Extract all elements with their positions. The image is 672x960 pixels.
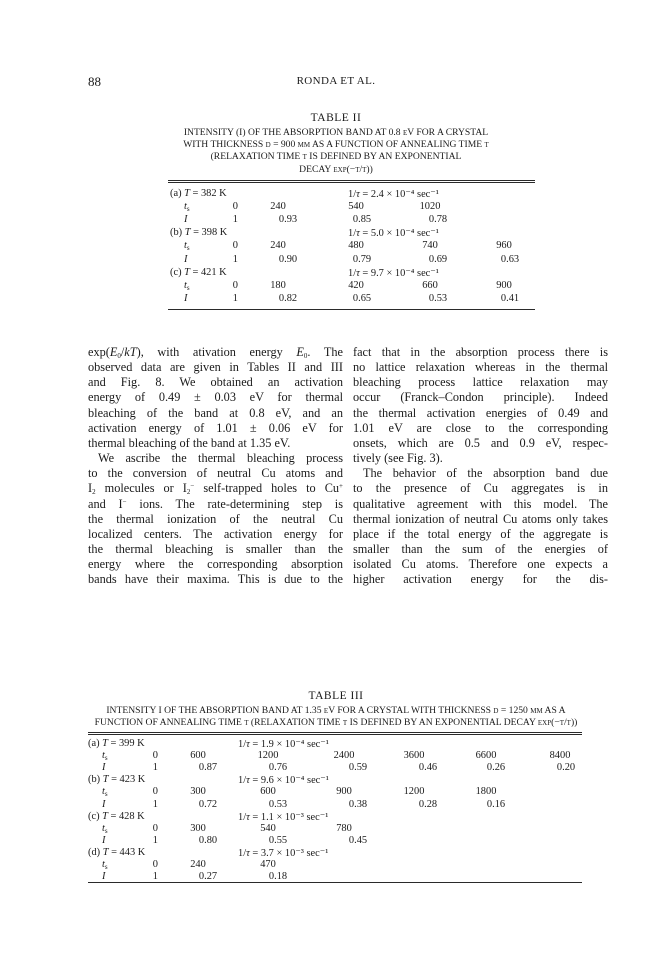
table-cell: 0.65 bbox=[352, 292, 372, 304]
table-cell: 0.85 bbox=[352, 214, 372, 226]
table-cell: 0.38 bbox=[348, 798, 368, 810]
table2-title: TABLE II bbox=[310, 112, 362, 124]
row-label: (c) T = 428 K bbox=[88, 810, 145, 822]
table-cell: 900 bbox=[496, 279, 512, 291]
table-cell: 1/τ = 9.7 × 10⁻⁴ sec⁻¹ bbox=[348, 267, 439, 279]
table-cell: 0 bbox=[152, 859, 158, 870]
body-text-line: thermal ionization of neutral Cu atoms only takes bbox=[353, 511, 608, 526]
table-cell: 0 bbox=[232, 201, 238, 213]
row-label: $t_s$ bbox=[184, 201, 190, 214]
row-label: $t_s$ bbox=[184, 279, 190, 292]
table-cell: 6600 bbox=[475, 750, 497, 762]
table-cell: 0.45 bbox=[348, 834, 368, 846]
row-label: $t_s$ bbox=[184, 240, 190, 253]
table2-top-rule bbox=[168, 180, 535, 181]
table-cell: 0.76 bbox=[268, 762, 288, 774]
table3-top-rule bbox=[88, 732, 582, 733]
row-label: I bbox=[102, 871, 106, 883]
body-text-line: energy of 0.49 ± 0.03 eV for thermal bbox=[88, 390, 343, 405]
table-cell: 1200 bbox=[403, 786, 425, 798]
table-cell: 1 bbox=[152, 762, 158, 774]
table-cell: 0.41 bbox=[500, 292, 520, 304]
table-cell: 0.69 bbox=[428, 253, 448, 265]
body-text-line: the thermal ionization of the neutral Cu bbox=[88, 511, 343, 526]
table-cell: 0.90 bbox=[278, 253, 298, 265]
body-text-line: to the presence of Cu aggregates is in bbox=[353, 481, 608, 496]
table-cell: 1 bbox=[152, 834, 158, 846]
table-cell: 2400 bbox=[333, 750, 355, 762]
table-cell: 0.93 bbox=[278, 214, 298, 226]
table2-caption-line: WITH THICKNESS d = 900 μm AS A FUNCTION OF ANNEALING TIME t bbox=[183, 139, 489, 151]
row-label: I bbox=[102, 834, 106, 846]
row-label: I bbox=[102, 762, 106, 774]
body-text-line: energy where the corresponding absorption bbox=[88, 557, 343, 572]
table-cell: 1020 bbox=[419, 201, 441, 213]
body-right-column bbox=[353, 345, 608, 588]
body-text-line: to the conversion of neutral Cu atoms and bbox=[88, 466, 343, 481]
row-label: (a) T = 382 K bbox=[170, 188, 227, 199]
table-cell: 1/τ = 3.7 × 10⁻³ sec⁻¹ bbox=[238, 847, 329, 859]
body-text-line: We ascribe the thermal bleaching process bbox=[98, 451, 343, 466]
table-cell: 1/τ = 1.1 × 10⁻³ sec⁻¹ bbox=[238, 811, 329, 823]
table-cell: 540 bbox=[348, 201, 364, 213]
table2-bottom-rule bbox=[168, 309, 535, 310]
table-cell: 300 bbox=[190, 822, 206, 834]
table-cell: 300 bbox=[190, 786, 206, 798]
table-cell: 1 bbox=[232, 214, 238, 226]
table2-caption-line: (RELAXATION TIME τ IS DEFINED BY AN EXPONENTIAL bbox=[210, 151, 462, 163]
row-label: I bbox=[184, 214, 188, 226]
table-cell: 1200 bbox=[257, 750, 279, 762]
body-text-line: activation energy of 1.01 ± 0.06 eV for bbox=[88, 420, 343, 435]
body-text-line: The behavior of the absorption band due bbox=[363, 466, 608, 481]
body-text-line: fact that in the absorption process there is bbox=[353, 345, 608, 359]
table-cell: 0.55 bbox=[268, 834, 288, 846]
table-cell: 1/τ = 1.9 × 10⁻⁴ sec⁻¹ bbox=[238, 739, 329, 750]
table-cell: 0.79 bbox=[352, 253, 372, 265]
table-cell: 0.20 bbox=[556, 762, 576, 774]
table-cell: 420 bbox=[348, 279, 364, 291]
table-cell: 0.87 bbox=[198, 762, 218, 774]
table-cell: 900 bbox=[336, 786, 352, 798]
body-text-line: and Fig. 8. We obtained an activation bbox=[88, 375, 343, 390]
body-text-line: and I− ions. The rate-determining step is bbox=[88, 496, 343, 511]
table-cell: 0 bbox=[232, 240, 238, 252]
table-cell: 0.18 bbox=[268, 871, 288, 883]
table-cell: 0.72 bbox=[198, 798, 218, 810]
table2-caption-line: DECAY exp(−t/τ)) bbox=[299, 163, 373, 175]
body-text-line: no lattice relaxation whereas in the thermal bbox=[353, 360, 608, 375]
table-cell: 3600 bbox=[403, 750, 425, 762]
body-text-line: place if the total energy of the aggregate is bbox=[353, 526, 608, 541]
body-text-line: 1.01 eV are close to the corresponding bbox=[353, 420, 608, 435]
body-text-line: the thermal bleaching is smaller than the bbox=[88, 542, 343, 557]
row-label: (c) T = 421 K bbox=[170, 266, 227, 278]
table2-body bbox=[170, 188, 535, 308]
table-cell: 1/τ = 2.4 × 10⁻⁴ sec⁻¹ bbox=[348, 189, 439, 200]
row-label: (b) T = 398 K bbox=[170, 227, 228, 239]
table-cell: 0 bbox=[152, 750, 158, 762]
body-text-line: $I_2$ molecules or $I_2^-$ self-trapped holes to Cu+ bbox=[88, 481, 343, 497]
body-text-line: observed data are given in Tables II and III bbox=[88, 360, 343, 375]
table-cell: 470 bbox=[260, 859, 276, 870]
running-head: RONDA ET AL. bbox=[296, 75, 376, 87]
row-label: $t_s$ bbox=[102, 822, 108, 835]
table-cell: 0.27 bbox=[198, 871, 218, 883]
page-number: 88 bbox=[88, 74, 101, 89]
table3-top-rule-2 bbox=[88, 734, 582, 735]
table-cell: 660 bbox=[422, 279, 438, 291]
table-cell: 780 bbox=[336, 822, 352, 834]
table-cell: 0.28 bbox=[418, 798, 438, 810]
table-cell: 240 bbox=[270, 240, 286, 252]
row-label: $t_s$ bbox=[102, 859, 108, 871]
body-text-line: onsets, which are 0.5 and 0.9 eV, respec- bbox=[353, 435, 608, 450]
table-cell: 960 bbox=[496, 240, 512, 252]
table-cell: 1800 bbox=[475, 786, 497, 798]
table2-top-rule-2 bbox=[168, 182, 535, 183]
table-cell: 240 bbox=[190, 859, 206, 870]
table-cell: 0.59 bbox=[348, 762, 368, 774]
body-text-line: occur (Franck–Condon principle). Indeed bbox=[353, 390, 608, 405]
table2-caption-line: INTENSITY (I) OF THE ABSORPTION BAND AT 0.8 eV FOR A CRYSTAL bbox=[183, 127, 489, 138]
table-cell: 0.53 bbox=[428, 292, 448, 304]
table3-caption bbox=[80, 705, 592, 729]
table-cell: 600 bbox=[260, 786, 276, 798]
table-cell: 0.82 bbox=[278, 292, 298, 304]
table2-caption bbox=[120, 127, 552, 176]
body-text-line: bleaching of the band at 0.8 eV, and an bbox=[88, 405, 343, 420]
table-cell: 0.16 bbox=[486, 798, 506, 810]
table-cell: 1 bbox=[232, 292, 238, 304]
body-text-line: tively (see Fig. 3). bbox=[353, 451, 443, 466]
table-cell: 600 bbox=[190, 750, 206, 762]
table-cell: 740 bbox=[422, 240, 438, 252]
table-cell: 0 bbox=[152, 786, 158, 798]
row-label: I bbox=[102, 798, 106, 810]
table-cell: 0 bbox=[152, 822, 158, 834]
table-cell: 0.46 bbox=[418, 762, 438, 774]
body-text-line: qualitative agreement with this model. The bbox=[353, 496, 608, 511]
body-text-line: bands have their maxima. This is due to the bbox=[88, 572, 343, 587]
table-cell: 1 bbox=[232, 253, 238, 265]
table-cell: 1/τ = 9.6 × 10⁻⁴ sec⁻¹ bbox=[238, 775, 329, 787]
row-label: (a) T = 399 K bbox=[88, 738, 145, 749]
table-cell: 540 bbox=[260, 822, 276, 834]
row-label: I bbox=[184, 292, 188, 304]
table-cell: 1/τ = 5.0 × 10⁻⁴ sec⁻¹ bbox=[348, 228, 439, 240]
body-left-column bbox=[88, 345, 343, 588]
row-label: (d) T = 443 K bbox=[88, 846, 146, 858]
body-text-line: thermal bleaching of the band at 1.35 eV. bbox=[88, 435, 291, 450]
table3-caption-line: INTENSITY I OF THE ABSORPTION BAND AT 1.35 eV FOR A CRYSTAL WITH THICKNESS d = 1250 μm AS A bbox=[106, 705, 566, 716]
body-text-line: higher activation energy for the dis- bbox=[353, 572, 608, 587]
table-cell: 0.78 bbox=[428, 214, 448, 226]
table3-body bbox=[88, 738, 582, 883]
body-text-line: localized centers. The activation energy for bbox=[88, 526, 343, 541]
table3-title: TABLE III bbox=[308, 690, 364, 702]
table-cell: 0.63 bbox=[500, 253, 520, 265]
table-cell: 8400 bbox=[549, 750, 571, 762]
table-cell: 240 bbox=[270, 201, 286, 213]
table-cell: 0.53 bbox=[268, 798, 288, 810]
body-text-line: bleaching process lattice relaxation may bbox=[353, 375, 608, 390]
table-cell: 0 bbox=[232, 279, 238, 291]
body-text-line: the thermal activation energies of 0.49 and bbox=[353, 405, 608, 420]
table-cell: 1 bbox=[152, 871, 158, 883]
table-cell: 480 bbox=[348, 240, 364, 252]
table-cell: 0.26 bbox=[486, 762, 506, 774]
row-label: $t_s$ bbox=[102, 786, 108, 799]
row-label: I bbox=[184, 253, 188, 265]
table-cell: 0.80 bbox=[198, 834, 218, 846]
body-text-line: $\exp(E_0/kT)$, with ativation energy $E_0$. The bbox=[88, 345, 343, 360]
table-cell: 180 bbox=[270, 279, 286, 291]
body-text-line: smaller than the sum of the energies of bbox=[353, 542, 608, 557]
table3-bottom-rule bbox=[88, 882, 582, 883]
body-text-line: isolated Cu atoms. Therefore one expects a bbox=[353, 557, 608, 572]
table-cell: 1 bbox=[152, 798, 158, 810]
row-label: $t_s$ bbox=[102, 750, 108, 763]
row-label: (b) T = 423 K bbox=[88, 774, 146, 786]
table3-caption-line: FUNCTION OF ANNEALING TIME t (RELAXATION TIME τ IS DEFINED BY AN EXPONENTIAL DECAY exp(−t/τ)) bbox=[94, 717, 578, 729]
